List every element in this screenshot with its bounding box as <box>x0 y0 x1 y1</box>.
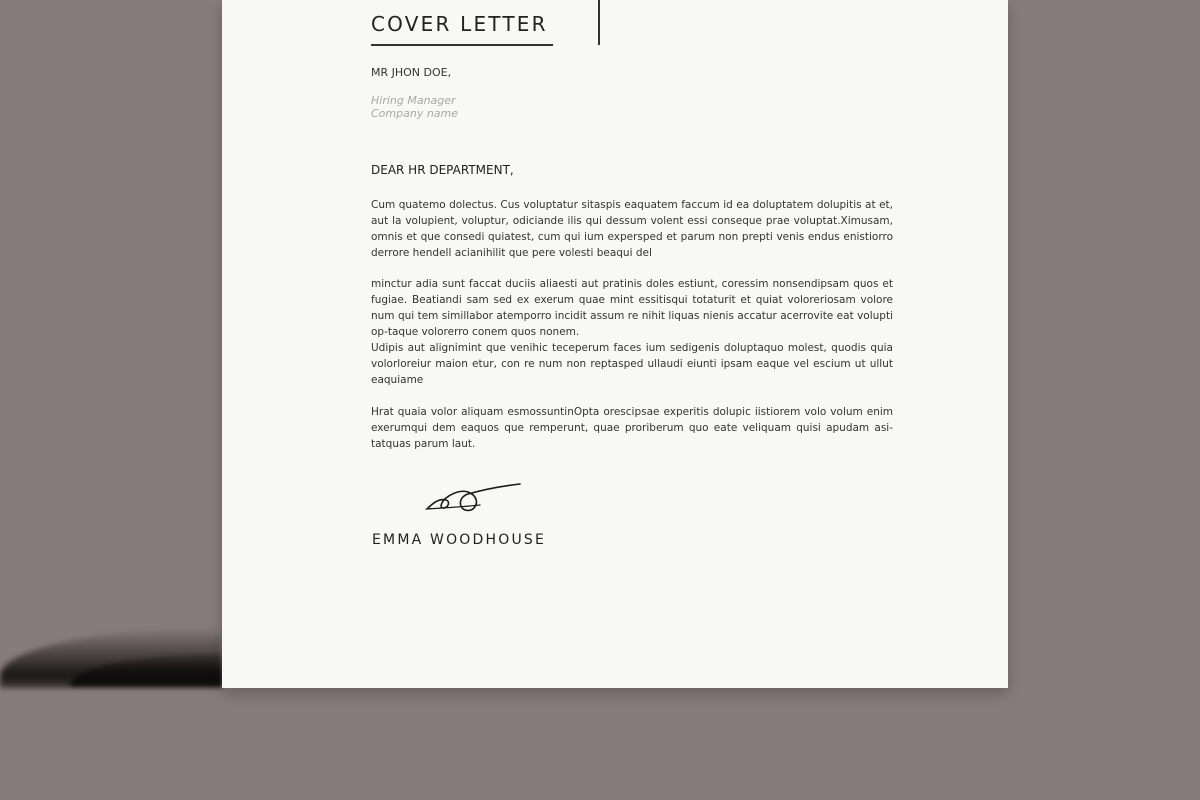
letter-page <box>222 0 1008 688</box>
body-paragraph-2: minctur adia sunt faccat duciis aliaesti aut pratinis doles estiunt, coressim nonsendipsam quos et fugiae. Beatiandi sam sed ex exerum quae mint essitisqui totaturit et quiat voloreriosam volore num qui tem simillabor atemporro incidit assum re nihit liquas nienis accatur acerrovite eat volupti op-taque volorerro conem quos nonem. <box>371 278 893 338</box>
title-underline <box>371 44 553 46</box>
salutation: DEAR HR DEPARTMENT, <box>371 163 514 177</box>
letter-title: COVER LETTER <box>371 12 548 36</box>
signature-icon <box>422 478 526 518</box>
recipient-role: Hiring Manager <box>371 94 456 107</box>
body-paragraph-4: Hrat quaia volor aliquam esmossuntinOpta orescipsae experitis dolupic iistiorem volo volum enim exerumqui dem eaquos que remperunt, quae proriberum quo eate veliquam quisi apudam asi-tatquas parum laut. <box>371 406 893 450</box>
recipient-name: MR JHON DOE, <box>371 66 452 79</box>
body-paragraph-3: Udipis aut alignimint que venihic teceperum faces ium sedigenis doluptaquo molest, quodis quia volorloreiur maion etur, con re num non reptasped ullaudi eiunti ipsam eaque vel escium ut ullut eaquiame <box>371 342 893 386</box>
signature-name: EMMA WOODHOUSE <box>372 532 547 548</box>
body-paragraph-1: Cum quatemo dolectus. Cus voluptatur sitaspis eaquatem faccum id ea doluptatem dolupitis at et, aut la volupient, voluptur, odiciande ilis qui dessum volent essi conseque prae voluptat.Ximusam, omnis et que consedi quiatest, cum qui ium expersped et parum non prepti venis endus enistiorro derrore hendell acianihilit que pere volesti beaqui del <box>371 199 893 259</box>
vertical-divider <box>598 0 600 45</box>
recipient-company: Company name <box>371 107 459 120</box>
